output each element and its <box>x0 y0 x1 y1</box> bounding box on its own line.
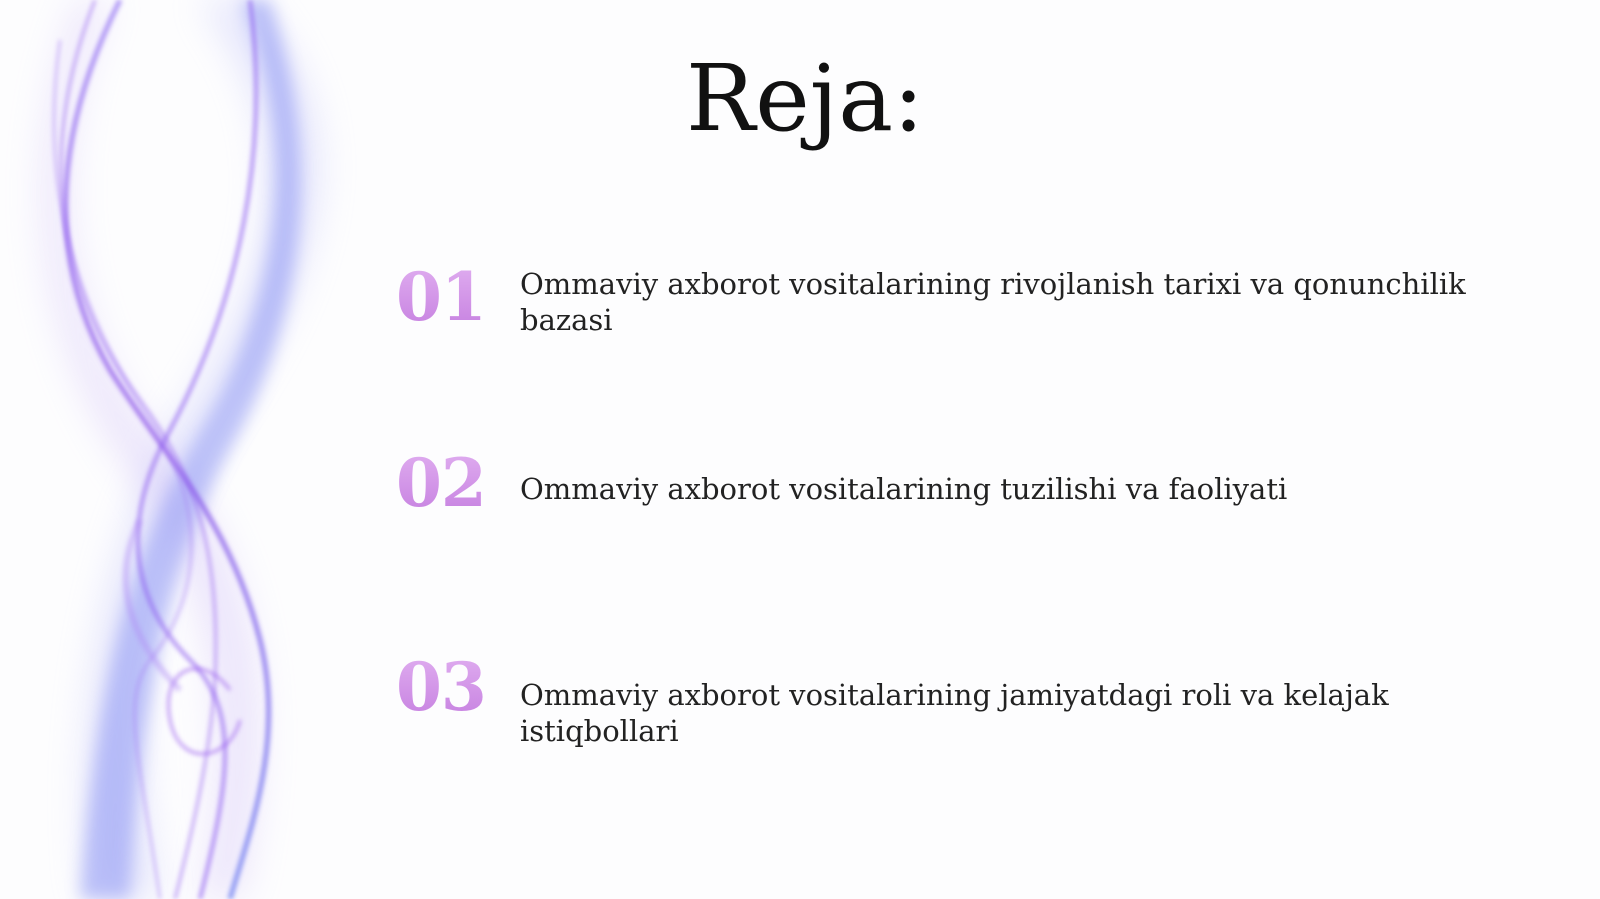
item-number: 03 <box>396 648 486 726</box>
item-text: Ommaviy axborot vositalarining rivojlanish tarixi va qonunchilik bazasi <box>520 267 1466 337</box>
item-text: Ommaviy axborot vositalarining tuzilishi va faoliyati <box>520 472 1288 506</box>
item-text: Ommaviy axborot vositalarining jamiyatdagi roli va kelajak istiqbollari <box>520 678 1389 748</box>
slide-title: Reja: <box>685 45 925 152</box>
item-number: 01 <box>396 258 486 336</box>
item-number: 02 <box>396 444 486 522</box>
